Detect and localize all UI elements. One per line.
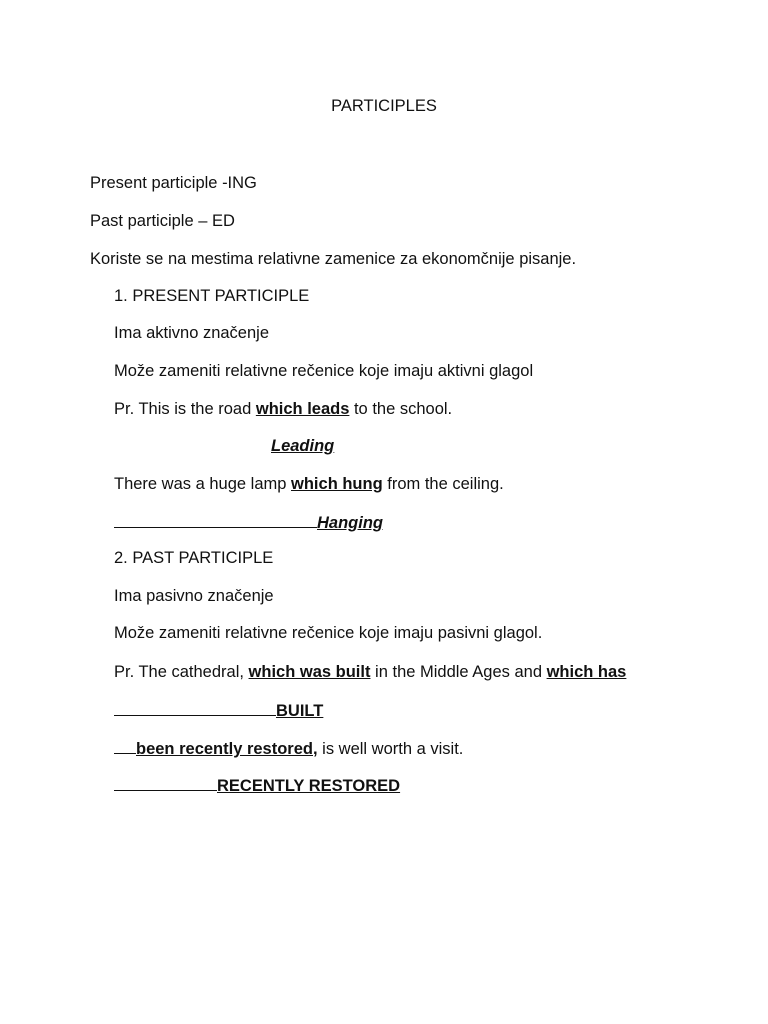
example3-post: is well worth a visit. — [317, 740, 464, 758]
section2-heading: 2. PAST PARTICIPLE — [114, 549, 274, 567]
example3-replacement1-line — [114, 699, 323, 721]
example3-relative-clause-3: been recently restored, — [136, 740, 318, 758]
present-participle-line: Present participle -ING — [90, 174, 257, 192]
example1-relative-clause: which leads — [255, 400, 350, 418]
section2-meaning: Ima pasivno značenje — [114, 587, 274, 605]
blank-underline — [114, 511, 317, 528]
example1-replacement: Leading — [271, 437, 335, 455]
example3-replacement2-line — [114, 774, 400, 796]
past-participle-line: Past participle – ED — [90, 212, 235, 230]
example2-post: from the ceiling. — [382, 475, 504, 493]
example3-mid: in the Middle Ages and — [370, 663, 547, 681]
section2-example — [114, 662, 626, 682]
section1-example2 — [114, 474, 504, 494]
example3-pre: Pr. The cathedral, — [114, 663, 249, 681]
section2-rule: Može zameniti relativne rečenice koje imaju pasivni glagol. — [114, 624, 543, 642]
example2-relative-clause: which hung — [291, 475, 383, 493]
example3-replacement-1: BUILT — [276, 702, 324, 720]
section2-example-continued — [114, 737, 463, 759]
example2-replacement-line — [114, 511, 383, 533]
example3-relative-clause-1: which was built — [248, 663, 371, 681]
usage-line: Koriste se na mestima relativne zamenice za ekonomčnije pisanje. — [90, 250, 577, 268]
blank-underline — [114, 774, 217, 791]
section1-rule: Može zameniti relativne rečenice koje imaju aktivni glagol — [114, 362, 534, 380]
section1-meaning: Ima aktivno značenje — [114, 324, 270, 342]
blank-underline — [114, 699, 276, 716]
example2-pre: There was a huge lamp — [114, 475, 292, 493]
section1-example1 — [114, 399, 452, 419]
example2-replacement: Hanging — [317, 514, 383, 532]
section1-heading: 1. PRESENT PARTICIPLE — [114, 287, 310, 305]
example1-pre: Pr. This is the road — [114, 400, 256, 418]
example3-relative-clause-2: which has — [546, 663, 627, 681]
page-title: PARTICIPLES — [331, 97, 437, 115]
example1-post: to the school. — [349, 400, 453, 418]
example3-replacement-2: RECENTLY RESTORED — [217, 777, 401, 795]
blank-underline — [114, 737, 136, 754]
